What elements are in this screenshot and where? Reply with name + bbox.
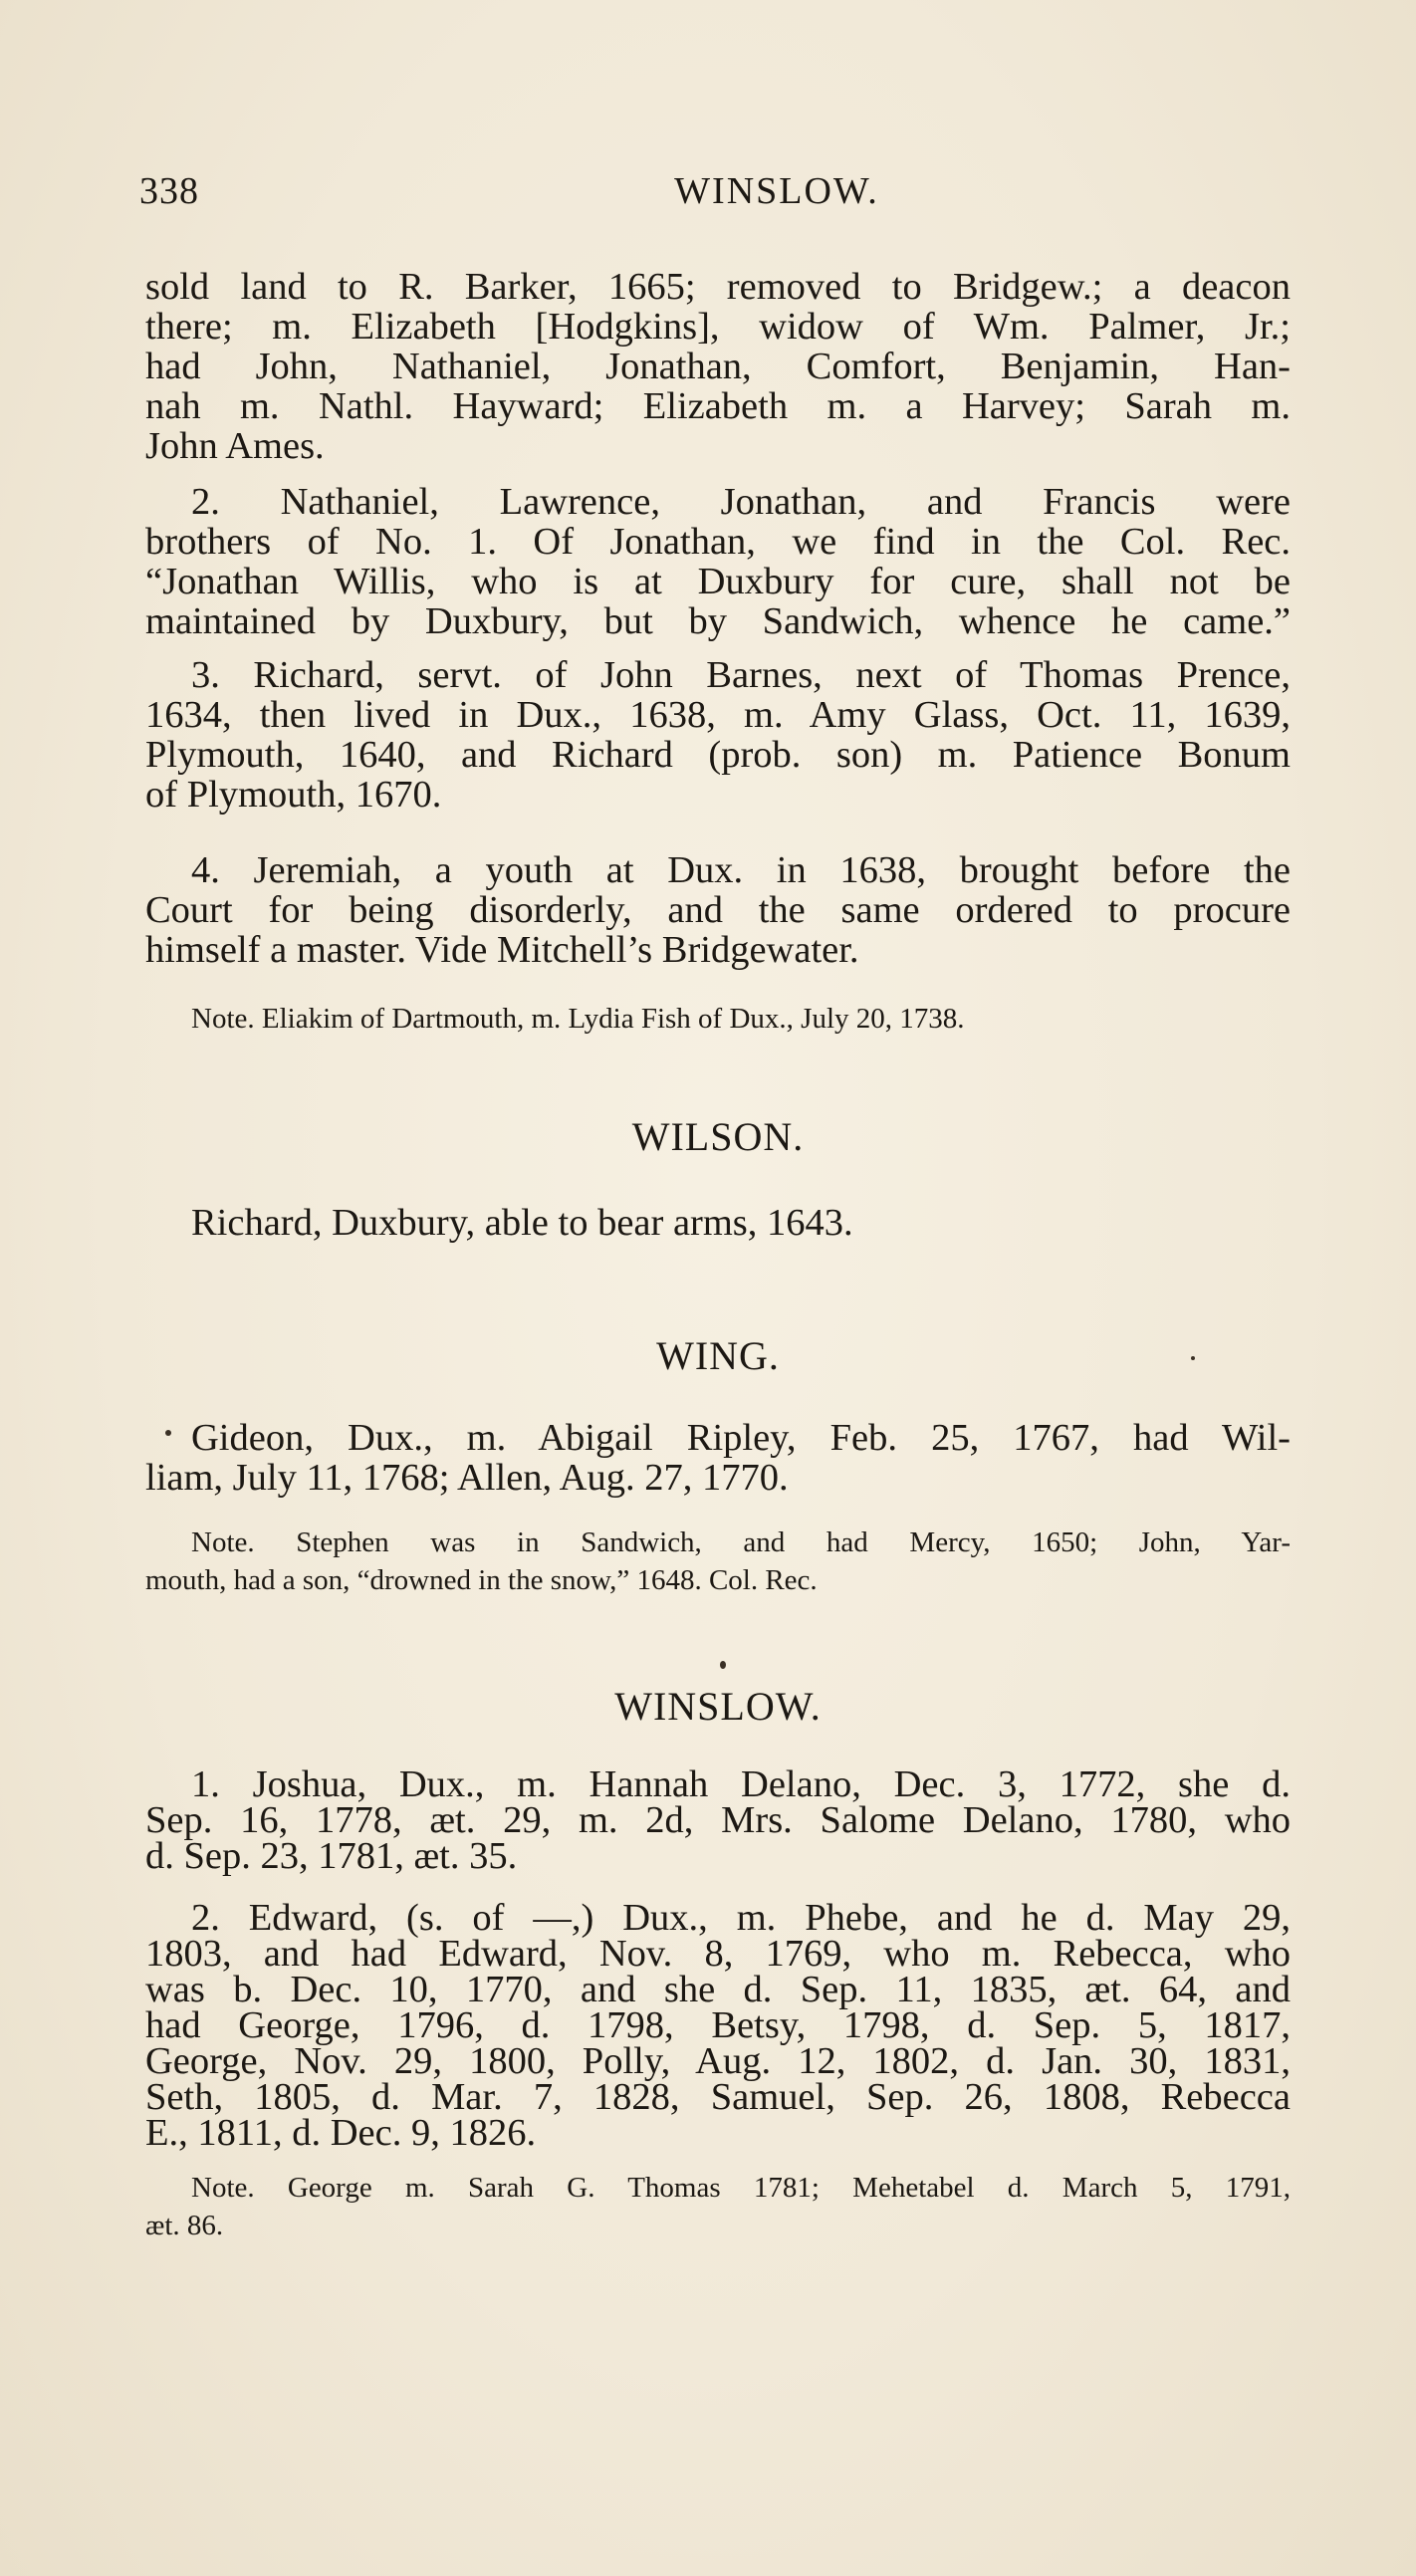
running-title: WINSLOW. [674,170,879,212]
text-line: liam, July 11, 1768; Allen, Aug. 27, 1770. [145,1457,789,1499]
paragraph [145,2169,1291,2244]
text-line: brothers of No. 1. Of Jonathan, we find in the Col. Rec. [145,521,1291,563]
ink-speck [165,1430,171,1436]
text-line: 4. Jeremiah, a youth at Dux. in 1638, brought before the [191,849,1291,891]
text-line: had John, Nathaniel, Jonathan, Comfort, Benjamin, Han- [145,346,1291,387]
wing-entry [145,1418,1291,1498]
paragraph [145,1523,1291,1599]
text-line: of Plymouth, 1670. [145,774,442,816]
willis-entry-3 [145,655,1291,815]
text-line: nah m. Nathl. Hayward; Elizabeth m. a Harvey; Sarah m. [145,385,1291,427]
text-line: 1634, then lived in Dux., 1638, m. Amy Glass, Oct. 11, 1639, [145,694,1291,736]
paragraph [145,655,1291,815]
text-line: Richard, Duxbury, able to bear arms, 1643. [191,1202,853,1244]
text-line: sold land to R. Barker, 1665; removed to Bridgew.; a deacon [145,266,1291,308]
willis-entry-2 [145,482,1291,641]
willis-entry-4 [145,850,1291,970]
text-line: Note. George m. Sarah G. Thomas 1781; Mehetabel d. March 5, 1791, [191,2172,1291,2204]
wilson-entry [145,1203,1291,1243]
willis-entry-1-continued [145,267,1291,466]
winslow-note [145,2169,1291,2244]
text-line: 1803, and had Edward, Nov. 8, 1769, who m. Rebecca, who [145,1933,1291,1975]
willis-note: Note. Eliakim of Dartmouth, m. Lydia Fish of Dux., July 20, 1738. [191,1003,965,1035]
text-line: was b. Dec. 10, 1770, and she d. Sep. 11, 1835, æt. 64, and [145,1969,1291,2010]
text-line: Gideon, Dux., m. Abigail Ripley, Feb. 25, 1767, had Wil- [191,1417,1291,1459]
text-line: d. Sep. 23, 1781, æt. 35. [145,1835,518,1877]
text-line: John Ames. [145,425,325,467]
paragraph [145,482,1291,641]
text-line: 1. Joshua, Dux., m. Hannah Delano, Dec. 3, 1772, she d. [191,1763,1291,1805]
text-line: Court for being disorderly, and the same ordered to procure [145,889,1291,931]
text-line: mouth, had a son, “drowned in the snow,” 1648. Col. Rec. [145,1564,818,1596]
section-heading-wilson: WILSON. [631,1114,805,1159]
text-line: æt. 86. [145,2210,224,2241]
paragraph [145,1897,1291,2154]
wing-note [145,1523,1291,1599]
ink-speck [1191,1356,1195,1360]
winslow-entry-2 [145,1897,1291,2154]
text-line: had George, 1796, d. 1798, Betsy, 1798, d. Sep. 5, 1817, [145,2004,1291,2046]
paragraph [145,267,1291,466]
running-head [139,169,1295,219]
paragraph [191,1203,1291,1243]
text-line: maintained by Duxbury, but by Sandwich, whence he came.” [145,600,1291,642]
text-line: George, Nov. 29, 1800, Polly, Aug. 12, 1802, d. Jan. 30, 1831, [145,2040,1291,2082]
paragraph [145,1418,1291,1498]
text-line: 3. Richard, servt. of John Barnes, next of Thomas Prence, [191,654,1291,696]
text-line: “Jonathan Willis, who is at Duxbury for cure, shall not be [145,561,1291,602]
paragraph [145,1763,1291,1877]
winslow-entry-1 [145,1763,1291,1877]
text-line: Seth, 1805, d. Mar. 7, 1828, Samuel, Sep. 26, 1808, Rebecca [145,2076,1291,2118]
section-heading-winslow: WINSLOW. [614,1684,822,1729]
text-line: 2. Nathaniel, Lawrence, Jonathan, and Francis were [191,481,1291,523]
section-heading-wing: WING. [656,1333,780,1378]
page-number: 338 [139,170,199,212]
ink-speck [720,1661,726,1669]
text-line: there; m. Elizabeth [Hodgkins], widow of Wm. Palmer, Jr.; [145,306,1291,348]
text-line: Plymouth, 1640, and Richard (prob. son) m. Patience Bonum [145,734,1291,776]
text-line: 2. Edward, (s. of —,) Dux., m. Phebe, and he d. May 29, [191,1897,1291,1939]
text-line: E., 1811, d. Dec. 9, 1826. [145,2112,537,2154]
text-line: Sep. 16, 1778, æt. 29, m. 2d, Mrs. Salome Delano, 1780, who [145,1799,1291,1841]
paragraph [145,850,1291,970]
text-line: Note. Stephen was in Sandwich, and had Mercy, 1650; John, Yar- [191,1526,1291,1558]
text-line: himself a master. Vide Mitchell’s Bridgewater. [145,929,859,971]
